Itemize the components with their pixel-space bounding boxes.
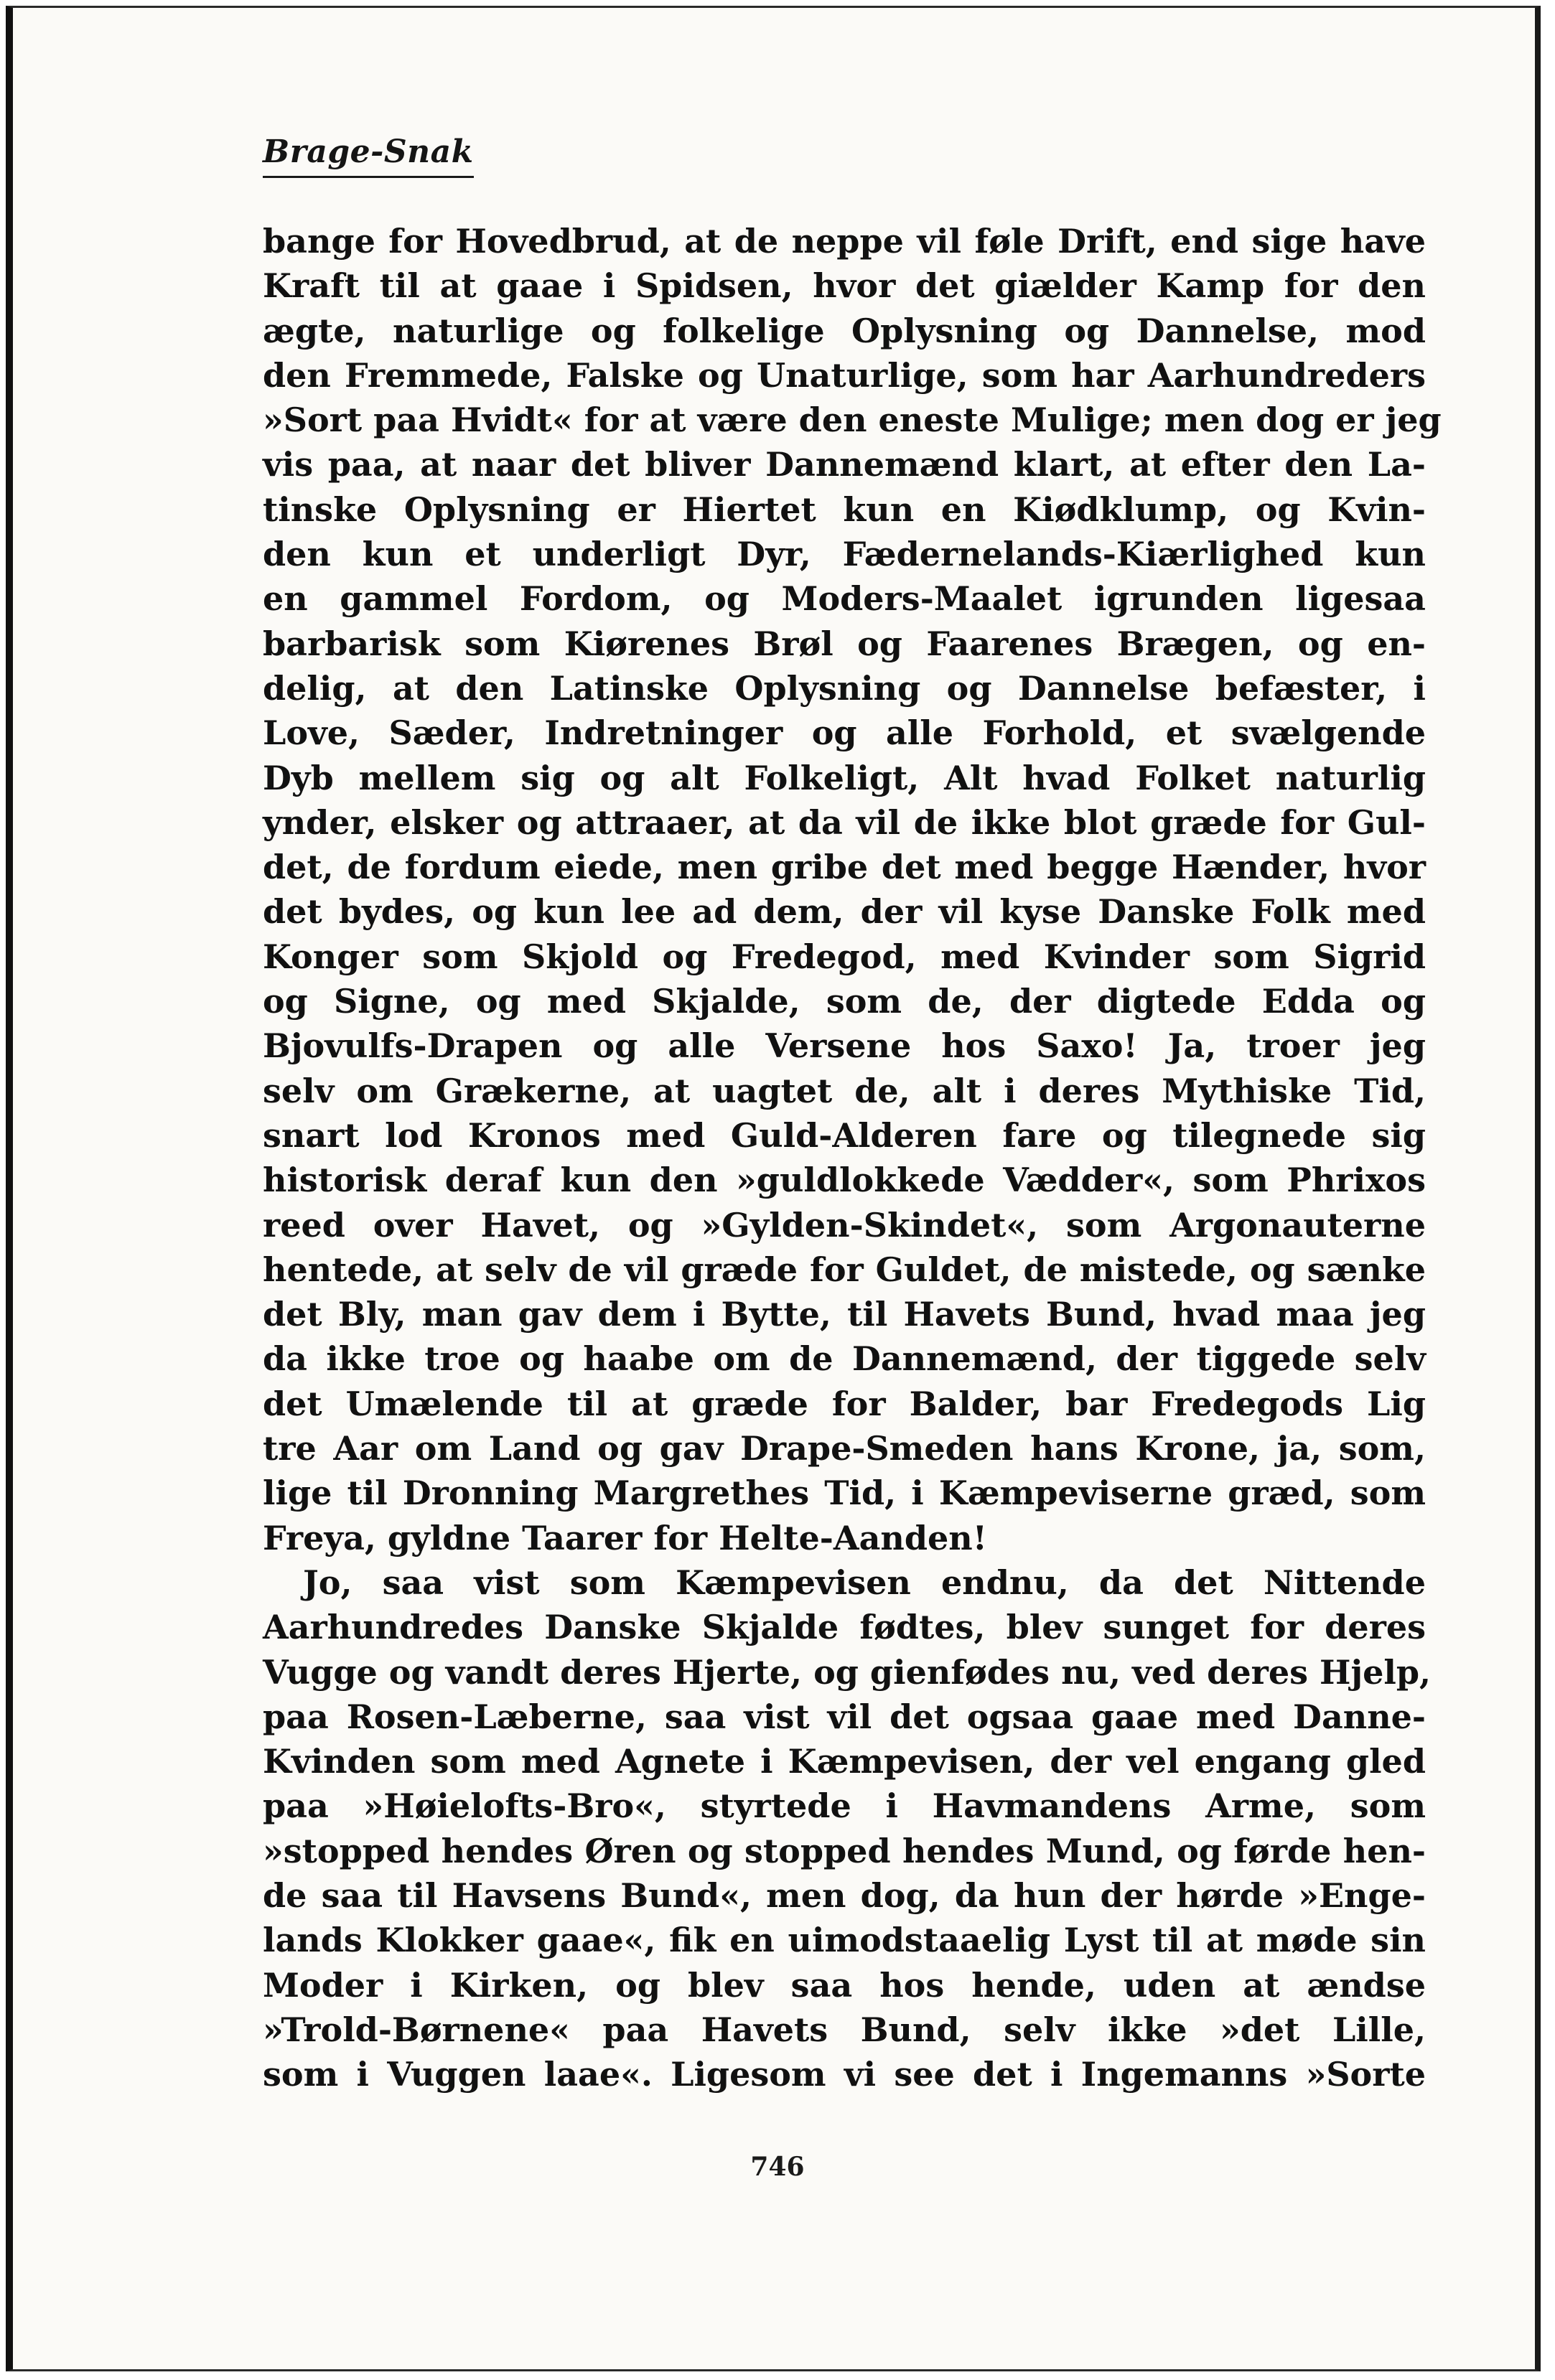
text-line: Moder i Kirken, og blev saa hos hende, uden at ændse bbox=[263, 1965, 1426, 2005]
text-line: »Sort paa Hvidt« for at være den eneste Mulige; men dog er jeg bbox=[263, 400, 1442, 440]
text-line: den kun et underligt Dyr, Fædernelands-Kiærlighed kun bbox=[263, 535, 1426, 574]
text-line: ægte, naturlige og folkelige Oplysning og Dannelse, mod bbox=[263, 311, 1426, 350]
text-line: snart lod Kronos med Guld-Alderen fare og tilegnede sig bbox=[263, 1115, 1426, 1155]
text-line: selv om Grækerne, at uagtet de, alt i deres Mythiske Tid, bbox=[263, 1071, 1426, 1110]
text-line: den Fremmede, Falske og Unaturlige, som har Aarhundreders bbox=[263, 355, 1426, 395]
text-line: lige til Dronning Margrethes Tid, i Kæmpeviserne græd, som bbox=[263, 1474, 1426, 1513]
text-line: hentede, at selv de vil græde for Guldet, de mistede, og sænke bbox=[263, 1250, 1426, 1289]
text-line: det bydes, og kun lee ad dem, der vil kyse Danske Folk med bbox=[263, 892, 1426, 932]
text-line: det Umælende til at græde for Balder, bar Fredegods Lig bbox=[263, 1384, 1426, 1423]
text-line: delig, at den Latinske Oplysning og Dannelse befæster, i bbox=[263, 668, 1426, 708]
page-number: 746 bbox=[750, 2152, 805, 2182]
text-line: »Trold-Børnene« paa Havets Bund, selv ikke »det Lille, bbox=[263, 2010, 1426, 2049]
text-line: Aarhundredes Danske Skjalde fødtes, blev sunget for deres bbox=[263, 1608, 1426, 1647]
text-line: det, de fordum eiede, men gribe det med begge Hænder, hvor bbox=[263, 848, 1426, 887]
text-line: tre Aar om Land og gav Drape-Smeden hans Krone, ja, som, bbox=[263, 1429, 1426, 1468]
text-line: da ikke troe og haabe om de Dannemænd, der tiggede selv bbox=[263, 1339, 1426, 1379]
text-line: ynder, elsker og attraaer, at da vil de ikke blot græde for Gul- bbox=[263, 802, 1426, 842]
text-line: lands Klokker gaae«, fik en uimodstaaelig Lyst til at møde sin bbox=[263, 1921, 1426, 1960]
running-head: Brage-Snak bbox=[263, 133, 474, 178]
text-line: historisk deraf kun den »guldlokkede Vædder«, som Phrixos bbox=[263, 1161, 1426, 1200]
text-line: Love, Sæder, Indretninger og alle Forhold, et svælgende bbox=[263, 713, 1426, 753]
text-line: de saa til Havsens Bund«, men dog, da hun der hørde »Enge- bbox=[263, 1875, 1426, 1915]
text-line: tinske Oplysning er Hiertet kun en Kiødklump, og Kvin- bbox=[263, 489, 1426, 529]
text-line: Dyb mellem sig og alt Folkeligt, Alt hvad Folket naturlig bbox=[263, 758, 1426, 797]
text-line: Kraft til at gaae i Spidsen, hvor det giælder Kamp for den bbox=[263, 266, 1426, 306]
text-line: paa »Høielofts-Bro«, styrtede i Havmandens Arme, som bbox=[263, 1786, 1426, 1826]
text-line: paa Rosen-Læberne, saa vist vil det ogsaa gaae med Danne- bbox=[263, 1697, 1426, 1736]
text-line: »stopped hendes Øren og stopped hendes Mund, og førde hen- bbox=[263, 1831, 1426, 1870]
text-line: Vugge og vandt deres Hjerte, og gienfødes nu, ved deres Hjelp, bbox=[263, 1652, 1432, 1692]
text-line: det Bly, man gav dem i Bytte, til Havets Bund, hvad maa jeg bbox=[263, 1295, 1426, 1334]
text-line: barbarisk som Kiørenes Brøl og Faarenes Brægen, og en- bbox=[263, 624, 1426, 663]
text-line: bange for Hovedbrud, at de neppe vil føle Drift, end sige have bbox=[263, 222, 1426, 261]
text-line-paragraph-start: Jo, saa vist som Kæmpevisen endnu, da det Nittende bbox=[303, 1563, 1426, 1602]
text-line: reed over Havet, og »Gylden-Skindet«, som Argonauterne bbox=[263, 1205, 1426, 1245]
text-line: Freya, gyldne Taarer for Helte-Aanden! bbox=[263, 1518, 987, 1557]
text-line: som i Vuggen laae«. Ligesom vi see det i Ingemanns »Sorte bbox=[263, 2055, 1426, 2094]
body-text bbox=[263, 219, 1442, 2096]
text-line: og Signe, og med Skjalde, som de, der digtede Edda og bbox=[263, 982, 1426, 1021]
text-line: en gammel Fordom, og Moders-Maalet igrunden ligesaa bbox=[263, 579, 1426, 619]
text-line: vis paa, at naar det bliver Dannemænd klart, at efter den La- bbox=[263, 445, 1426, 484]
text-line: Bjovulfs-Drapen og alle Versene hos Saxo! Ja, troer jeg bbox=[263, 1026, 1426, 1066]
text-line: Konger som Skjold og Fredegod, med Kvinder som Sigrid bbox=[263, 937, 1426, 976]
text-line: Kvinden som med Agnete i Kæmpevisen, der vel engang gled bbox=[263, 1742, 1426, 1781]
